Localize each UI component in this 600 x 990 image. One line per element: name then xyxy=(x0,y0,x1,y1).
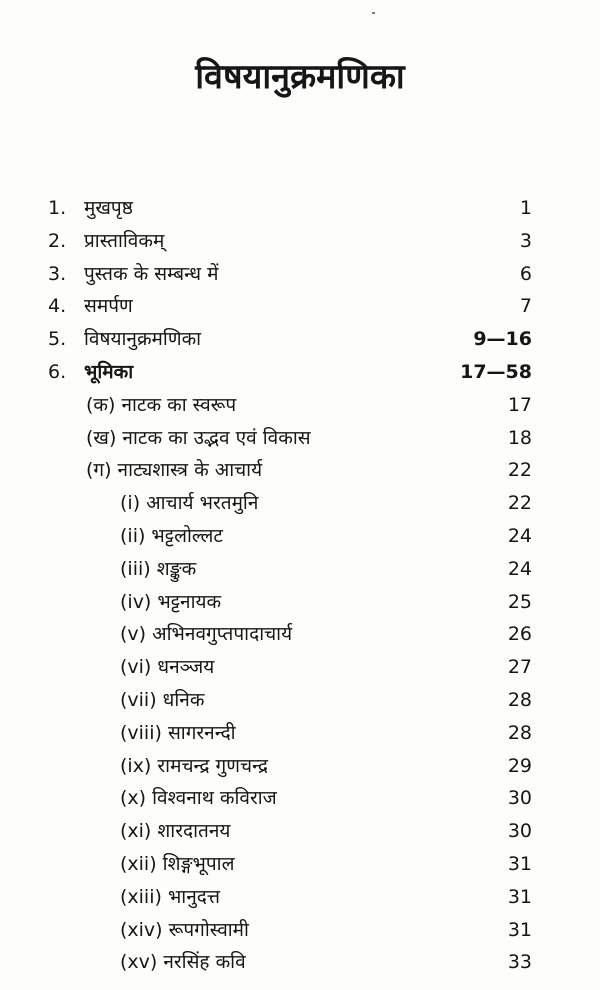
table-of-contents xyxy=(0,192,600,979)
toc-entry-label: (viii) सागरनन्दी xyxy=(120,721,236,744)
toc-entry-page: 24 xyxy=(507,557,532,580)
toc-entry-label: (xii) शिङ्गभूपाल xyxy=(120,852,235,875)
toc-entry xyxy=(0,389,600,422)
toc-entry-page: 28 xyxy=(507,721,532,744)
toc-entry-page: 17—58 xyxy=(460,360,532,383)
toc-entry-page: 25 xyxy=(507,590,532,613)
toc-entry-label: विषयानुक्रमणिका xyxy=(84,328,202,351)
toc-entry-number: 2. xyxy=(48,229,67,252)
toc-entry xyxy=(0,323,600,356)
toc-entry-label: मुखपृष्ठ xyxy=(84,197,133,219)
toc-entry-label: समर्पण xyxy=(84,295,133,318)
toc-entry xyxy=(0,946,600,979)
toc-entry-page: 31 xyxy=(507,852,532,875)
toc-entry-page: 17 xyxy=(507,393,532,416)
toc-entry-page: 22 xyxy=(507,492,532,515)
toc-entry-page: 3 xyxy=(519,229,532,252)
toc-entry-label: (iv) भट्टनायक xyxy=(120,590,222,613)
toc-entry xyxy=(0,225,600,258)
toc-entry-page: 7 xyxy=(519,295,532,318)
toc-entry-label: (ख) नाटक का उद्भव एवं विकास xyxy=(86,426,311,449)
toc-entry xyxy=(0,914,600,947)
toc-entry-page: 6 xyxy=(519,262,532,285)
toc-entry-label: (vi) धनञ्जय xyxy=(120,656,215,679)
toc-entry xyxy=(0,192,600,225)
toc-entry-page: 30 xyxy=(507,820,532,843)
toc-entry xyxy=(0,815,600,848)
toc-entry-page: 24 xyxy=(507,524,532,547)
toc-entry-page: 29 xyxy=(507,754,532,777)
toc-entry-label: (क) नाटक का स्वरूप xyxy=(86,393,237,416)
toc-entry-page: 31 xyxy=(507,885,532,908)
toc-entry-label: (xv) नरसिंह कवि xyxy=(120,951,246,974)
toc-entry-label: (ग) नाट्यशास्त्र के आचार्य xyxy=(86,459,263,482)
toc-entry-page: 33 xyxy=(507,951,532,974)
toc-entry-label: (xi) शारदातनय xyxy=(120,820,231,843)
toc-entry xyxy=(0,717,600,750)
toc-entry-label: (ii) भट्टलोल्लट xyxy=(120,524,223,547)
toc-entry xyxy=(0,881,600,914)
toc-entry-label: पुस्तक के सम्बन्ध में xyxy=(84,262,219,285)
toc-entry xyxy=(0,454,600,487)
toc-entry-page: 28 xyxy=(507,688,532,711)
toc-entry xyxy=(0,356,600,389)
toc-entry xyxy=(0,553,600,586)
toc-entry-label: (i) आचार्य भरतमुनि xyxy=(120,492,259,515)
toc-entry xyxy=(0,848,600,881)
toc-entry-number: 4. xyxy=(48,295,67,318)
toc-entry-label: (xiii) भानुदत्त xyxy=(120,885,220,908)
toc-entry xyxy=(0,618,600,651)
toc-entry-page: 18 xyxy=(507,426,532,449)
toc-entry-label: प्रास्ताविकम् xyxy=(84,229,165,252)
toc-entry-page: 1 xyxy=(519,197,532,219)
toc-entry-label: (vii) धनिक xyxy=(120,688,205,711)
toc-entry xyxy=(0,487,600,520)
toc-entry-label: (iii) शङ्कुक xyxy=(120,557,197,580)
toc-entry xyxy=(0,258,600,291)
scan-speck xyxy=(372,12,375,14)
page-title: विषयानुक्रमणिका xyxy=(195,57,405,97)
toc-entry xyxy=(0,782,600,815)
toc-entry xyxy=(0,520,600,553)
toc-entry-label: भूमिका xyxy=(84,360,134,383)
toc-entry xyxy=(0,684,600,717)
toc-entry-page: 27 xyxy=(507,656,532,679)
toc-entry xyxy=(0,586,600,619)
toc-entry-page: 30 xyxy=(507,787,532,810)
toc-entry-label: (ix) रामचन्द्र गुणचन्द्र xyxy=(120,754,268,777)
toc-entry-label: (v) अभिनवगुप्तपादाचार्य xyxy=(120,623,293,646)
toc-entry-page: 9—16 xyxy=(473,328,532,351)
toc-entry-number: 3. xyxy=(48,262,67,285)
toc-entry-number: 5. xyxy=(48,328,67,351)
toc-entry xyxy=(0,651,600,684)
toc-entry-page: 31 xyxy=(507,918,532,941)
toc-entry-label: (x) विश्वनाथ कविराज xyxy=(120,787,277,810)
toc-entry xyxy=(0,750,600,783)
toc-entry-number: 6. xyxy=(48,360,67,383)
toc-entry-number: 1. xyxy=(48,197,67,219)
toc-entry xyxy=(0,422,600,455)
toc-entry-page: 26 xyxy=(507,623,532,646)
toc-entry xyxy=(0,290,600,323)
toc-entry-label: (xiv) रूपगोस्वामी xyxy=(120,918,249,941)
toc-entry-page: 22 xyxy=(507,459,532,482)
